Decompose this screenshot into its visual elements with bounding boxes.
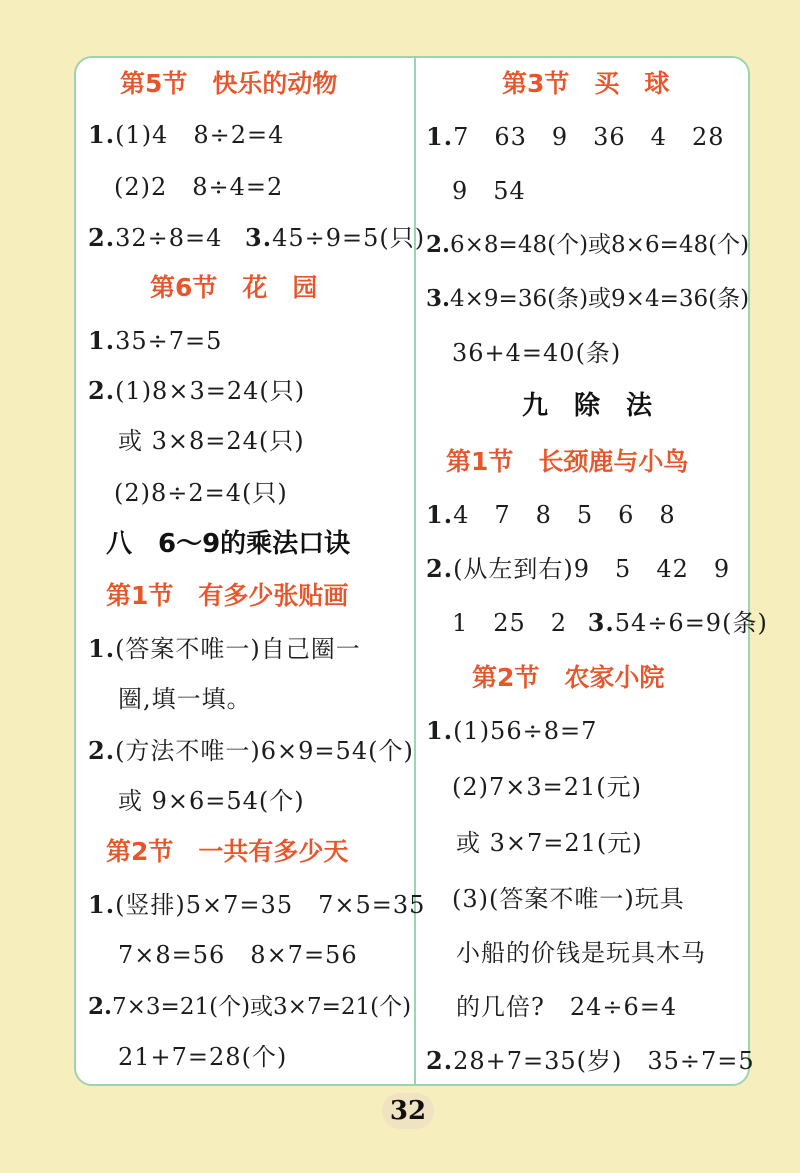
answer-line: (2)8÷2=4(只) — [114, 479, 288, 507]
section-title-9-2: 第2节 农家小院 — [472, 663, 665, 692]
right-column — [416, 58, 768, 1084]
answer-line: 2.(从左到右)9 5 42 9 — [426, 554, 731, 583]
answer-card — [74, 56, 768, 1086]
answer-line: 1 25 2 3.54÷6=9(条) — [452, 608, 768, 637]
answer-line: 1.(1)4 8÷2=4 — [88, 120, 285, 149]
answer-line: 2.6×8=48(个)或8×6=48(个) — [426, 231, 750, 258]
answer-line: 2.32÷8=4 3.45÷9=5(只) — [88, 223, 426, 252]
answer-line: 2.(1)8×3=24(只) — [88, 376, 306, 405]
answer-line: (3)(答案不唯一)玩具 — [452, 885, 685, 913]
answer-line: 或 9×6=54(个) — [118, 787, 305, 815]
section-title-8-1: 第1节 有多少张贴画 — [106, 581, 349, 610]
left-column — [76, 58, 426, 1084]
answer-line: 1.7 63 9 36 4 28 — [426, 122, 725, 151]
answer-line: 或 3×7=21(元) — [456, 829, 643, 857]
answer-line: 1.(答案不唯一)自己圈一 — [88, 634, 361, 663]
answer-line: 3.4×9=36(条)或9×4=36(条) — [426, 285, 750, 312]
section-title-3: 第3节 买 球 — [502, 69, 670, 98]
answer-line: 或 3×8=24(只) — [118, 427, 305, 455]
answer-line: 7×8=56 8×7=56 — [118, 941, 358, 969]
chapter-title-8: 八 6～9的乘法口诀 — [106, 529, 351, 559]
section-title-6: 第6节 花 园 — [150, 273, 318, 302]
answer-line: 1.(竖排)5×7=35 7×5=35 — [88, 890, 426, 919]
answer-line: 小船的价钱是玩具木马 — [456, 939, 706, 967]
section-title-9-1: 第1节 长颈鹿与小鸟 — [446, 447, 689, 476]
page-number: 32 — [382, 1093, 434, 1129]
answer-line: 1.35÷7=5 — [88, 326, 223, 355]
answer-line: 2.7×3=21(个)或3×7=21(个) — [88, 993, 412, 1020]
answer-line: 1.(1)56÷8=7 — [426, 716, 598, 745]
section-title-5: 第5节 快乐的动物 — [120, 69, 338, 98]
answer-line: 1.4 7 8 5 6 8 — [426, 500, 676, 529]
answer-line: (2)7×3=21(元) — [452, 773, 643, 801]
answer-line: 2.28+7=35(岁) 35÷7=5 — [426, 1046, 755, 1075]
answer-line: 圈,填一填。 — [118, 685, 252, 713]
answer-line: 9 54 — [452, 177, 526, 205]
answer-line: 36+4=40(条) — [452, 339, 622, 367]
answer-line: 2.(方法不唯一)6×9=54(个) — [88, 736, 414, 765]
answer-line: 21+7=28(个) — [118, 1043, 288, 1071]
answer-line: (2)2 8÷4=2 — [114, 173, 284, 201]
answer-line: 的几倍? 24÷6=4 — [456, 993, 678, 1021]
chapter-title-9: 九 除 法 — [522, 391, 653, 421]
section-title-8-2: 第2节 一共有多少天 — [106, 837, 349, 866]
